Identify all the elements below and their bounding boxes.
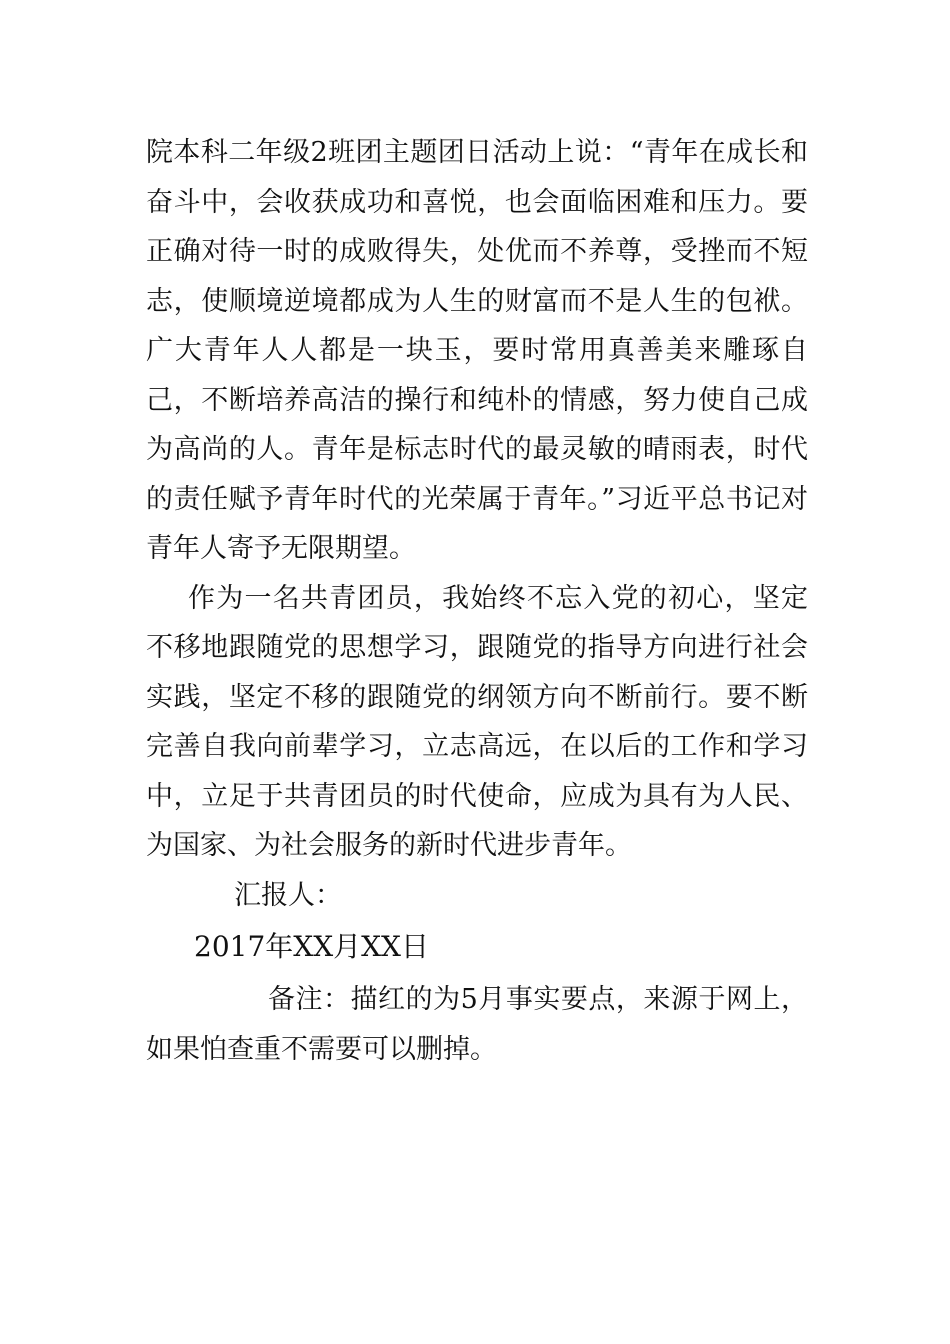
reporter-label: 汇报人： xyxy=(234,879,342,911)
footnote-remark: 备注：描红的为5月事实要点，来源于网上，如果怕查重不需要可以删掉。 xyxy=(146,983,808,1065)
report-date: 2017年XX月XX日 xyxy=(194,929,429,963)
paragraph-quote: 院本科二年级2班团主题团日活动上说：“青年在成长和奋斗中，会收获成功和喜悦，也会面临困难和压力。要正确对待一时的成败得失，处优而不养尊，受挫而不短志，使顺境逆境都成为人生的财富而不是人生的包袱。广大青年人人都是一块玉，要时常用真善美来雕琢自己，不断培养高洁的操行和纯朴的情感，努力使自己成为高尚的人。青年是标志时代的最灵敏的晴雨表，时代的责任赋予青年时代的光荣属于青年。”习近平总书记对青年人寄予无限期望。 xyxy=(146,137,808,564)
paragraph-commitment: 作为一名共青团员，我始终不忘入党的初心，坚定不移地跟随党的思想学习，跟随党的指导方向进行社会实践，坚定不移的跟随党的纲领方向不断前行。要不断完善自我向前辈学习，立志高远，在以后的工作和学习中，立足于共青团员的时代使命，应成为具有为人民、为国家、为社会服务的新时代进步青年。 xyxy=(146,582,808,861)
document-body xyxy=(146,128,808,1075)
